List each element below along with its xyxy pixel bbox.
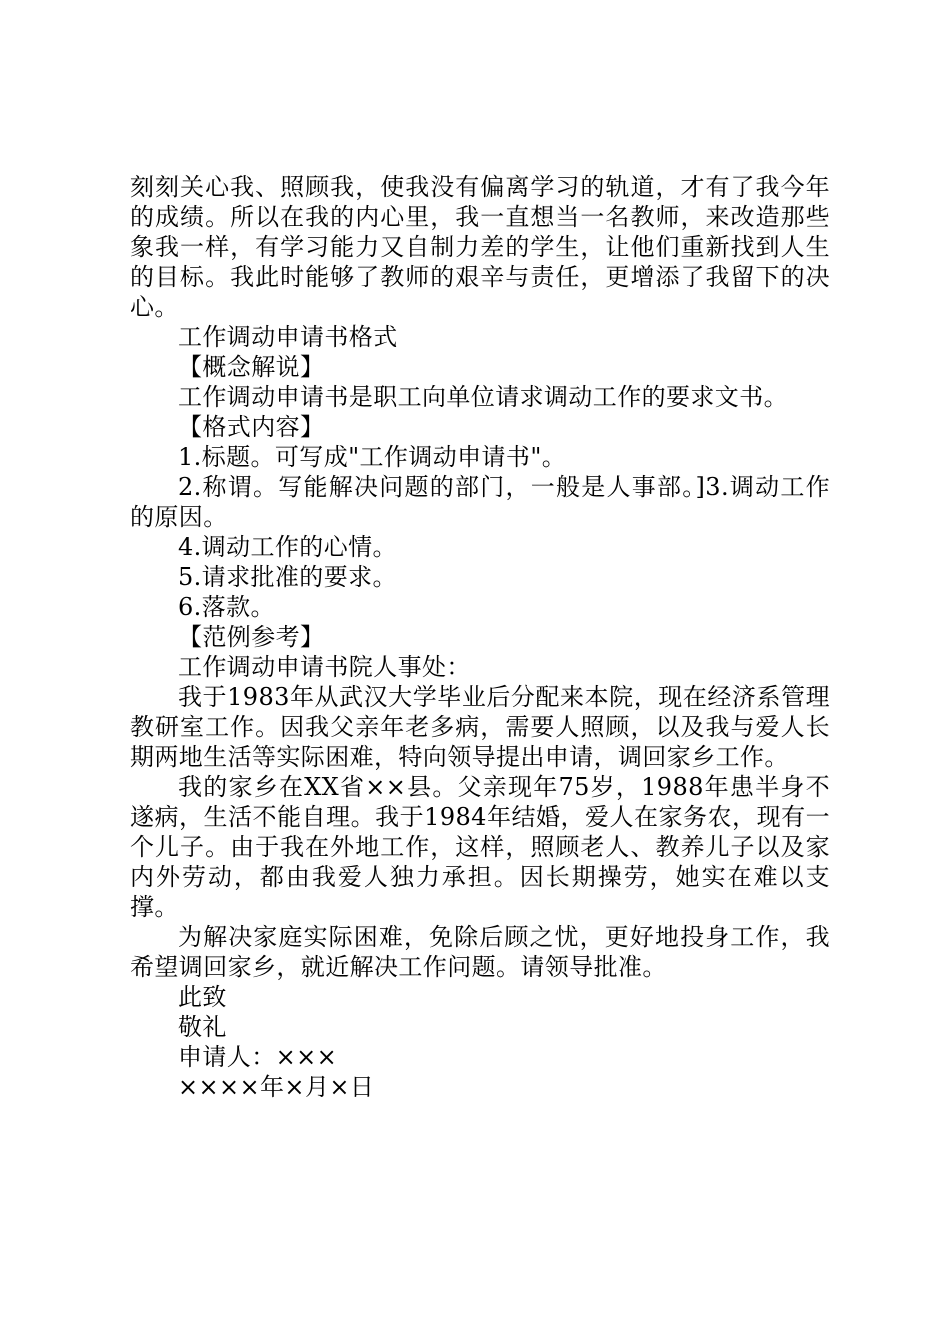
format-item-5: 5.请求批准的要求。: [178, 563, 397, 591]
section-heading-format: 【格式内容】: [178, 413, 325, 441]
document-body: [130, 172, 830, 1102]
example-paragraph: 我的家乡在XX省××县。父亲现年75岁，1988年患半身不遂病，生活不能自理。我于1984年结婚，爱人在家务农，现有一个儿子。由于我在外地工作，这样，照顾老人、教养儿子以及家内外劳动，都由我爱人独力承担。因长期操劳，她实在难以支撑。: [130, 773, 830, 921]
section-heading-concept: 【概念解说】: [178, 353, 325, 381]
format-item-6: 6.落款。: [178, 593, 275, 621]
concept-definition: 工作调动申请书是职工向单位请求调动工作的要求文书。: [178, 383, 788, 411]
section-heading-example: 【范例参考】: [178, 623, 325, 651]
format-item-2: 2.称谓。写能解决问题的部门，一般是人事部。]3.调动工作的原因。: [130, 473, 830, 531]
application-date: ××××年×月×日: [178, 1073, 375, 1101]
example-paragraph: 我于1983年从武汉大学毕业后分配来本院，现在经济系管理教研室工作。因我父亲年老多病，需要人照顾，以及我与爱人长期两地生活等实际困难，特向领导提出申请，调回家乡工作。: [130, 683, 830, 771]
applicant-signature: 申请人：×××: [178, 1043, 338, 1071]
format-item-1: 1.标题。可写成"工作调动申请书"。: [178, 443, 567, 471]
section-title: 工作调动申请书格式: [178, 323, 398, 351]
example-paragraph: 为解决家庭实际困难，免除后顾之忧，更好地投身工作，我希望调回家乡，就近解决工作问题。请领导批准。: [130, 923, 830, 981]
paragraph-continuation: 刻刻关心我、照顾我，使我没有偏离学习的轨道，才有了我今年的成绩。所以在我的内心里，我一直想当一名教师，来改造那些象我一样，有学习能力又自制力差的学生，让他们重新找到人生的目标。我此时能够了教师的艰辛与责任，更增添了我留下的决心。: [130, 173, 830, 321]
format-item-4: 4.调动工作的心情。: [178, 533, 397, 561]
closing-line: 此致: [178, 983, 227, 1011]
example-salutation: 工作调动申请书院人事处：: [178, 653, 471, 681]
closing-salute: 敬礼: [178, 1013, 227, 1041]
